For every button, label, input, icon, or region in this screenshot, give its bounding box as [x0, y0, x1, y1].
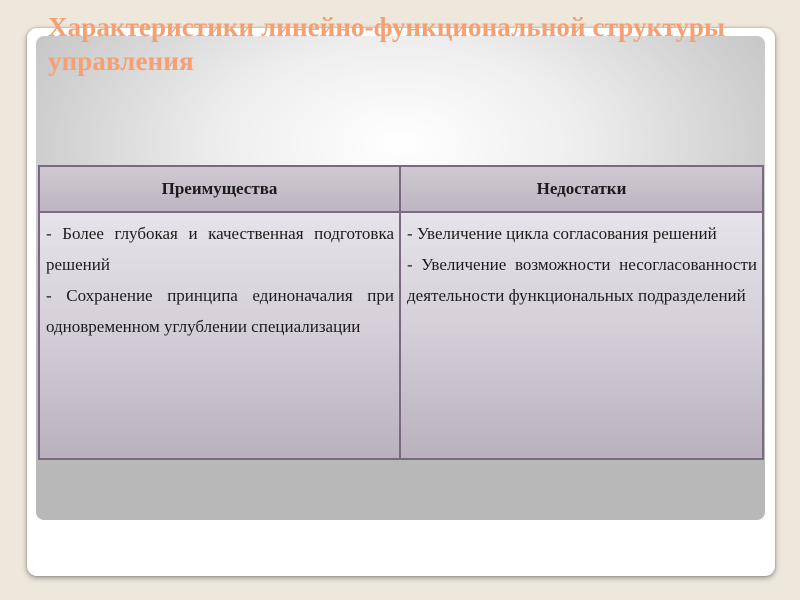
comparison-table [38, 165, 764, 460]
disadvantages-cell [400, 212, 763, 459]
advantage-item: - Более глубокая и качественная подготовка решений [46, 224, 394, 274]
disadvantage-item: - Увеличение возможности несогласованности деятельности функциональных подразделений [407, 255, 757, 305]
header-advantages: Преимущества [39, 166, 400, 212]
header-disadvantages: Недостатки [400, 166, 763, 212]
disadvantage-item: - Увеличение цикла согласования решений [407, 224, 717, 243]
advantages-cell [39, 212, 400, 459]
advantage-item: - Сохранение принципа единоначалия при одновременном углублении специализации [46, 286, 394, 336]
table-row [39, 212, 763, 459]
table-header-row [39, 166, 763, 212]
slide-title: Характеристики линейно-функциональной структуры управления [48, 12, 726, 76]
